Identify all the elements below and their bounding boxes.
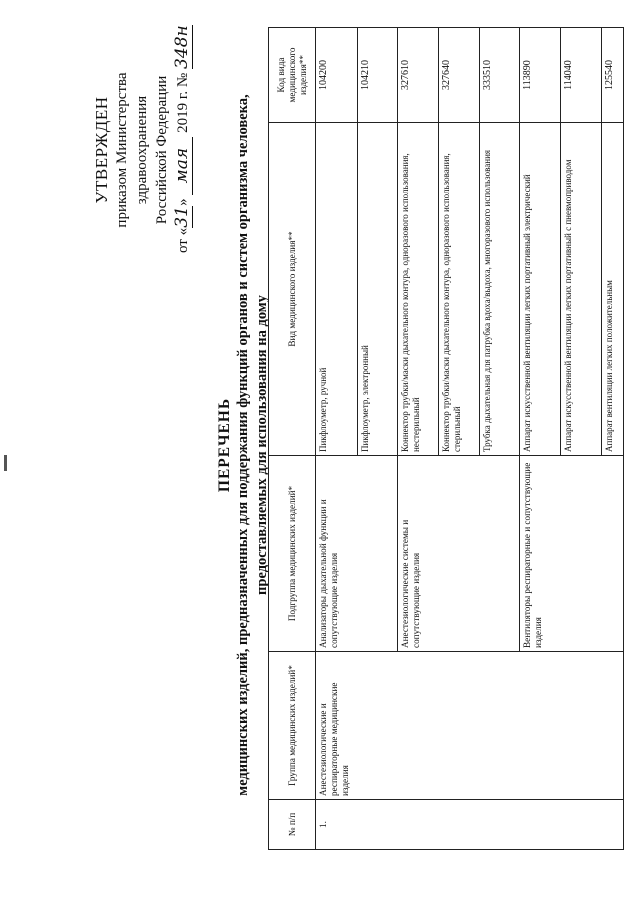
code-cell: 113890 xyxy=(520,28,561,123)
kind-cell: Аппарат вентиляции легких положительным xyxy=(602,123,624,456)
code-cell: 333510 xyxy=(480,28,520,123)
approval-line-1: приказом Министерства здравоохранения xyxy=(114,72,150,228)
date-quote-close: » xyxy=(175,198,191,206)
devices-table xyxy=(268,27,624,850)
date-year: 2019 г. № xyxy=(175,72,191,133)
handwritten-number: 348н xyxy=(172,25,192,69)
header-kind: Вид медицинского изделия** xyxy=(269,123,316,456)
code-cell: 327640 xyxy=(439,28,480,123)
kind-cell: Аппарат искусственной вентиляции легких портативный с пневмоприводом xyxy=(561,123,602,456)
kind-cell: Аппарат искусственной вентиляции легких портативный электрический xyxy=(520,123,561,456)
handwritten-day: 31 xyxy=(172,206,192,228)
document-title xyxy=(215,45,272,845)
header-group: Группа медицинских изделий* xyxy=(269,652,316,800)
date-prefix: от « xyxy=(175,227,191,253)
code-cell: 327610 xyxy=(398,28,439,123)
subgroup-cell: Анестезиологические системы и сопутствующие изделия xyxy=(398,456,520,652)
kind-cell: Коннектор трубки/маски дыхательного контура, одноразового использования, стерильный xyxy=(439,123,480,456)
table-header-row xyxy=(269,28,316,850)
title-heading: ПЕРЕЧЕНЬ xyxy=(216,397,233,493)
kind-cell: Пикфлоуметр, электронный xyxy=(358,123,398,456)
header-num: № п/п xyxy=(269,800,316,850)
row-number: 1. xyxy=(316,800,624,850)
scan-mark xyxy=(4,455,7,471)
title-line-2: предоставляемых для использования на дому xyxy=(254,295,270,595)
code-cell: 104210 xyxy=(358,28,398,123)
subgroup-cell: Вентиляторы респираторные и сопутствующие изделия xyxy=(520,456,624,652)
group-cell: Анестезиологические и респираторные медицинские изделия xyxy=(316,652,624,800)
approval-block xyxy=(92,25,193,255)
header-subgroup: Подгруппа медицинских изделий* xyxy=(269,456,316,652)
approval-stamp: УТВЕРЖДЕН xyxy=(92,96,111,204)
code-cell: 104200 xyxy=(316,28,358,123)
code-cell: 114040 xyxy=(561,28,602,123)
code-cell: 125540 xyxy=(602,28,624,123)
table-row xyxy=(316,28,358,850)
approval-line-2: Российской Федерации xyxy=(154,75,170,225)
kind-cell: Трубка дыхательная для патрубка вдоха/выдоха, многоразового использования xyxy=(480,123,520,456)
approval-date-line xyxy=(172,25,193,255)
handwritten-month: мая xyxy=(172,137,193,195)
kind-cell: Пикфлоуметр, ручной xyxy=(316,123,358,456)
kind-cell: Коннектор трубки/маски дыхательного контура, одноразового использования, нестерильный xyxy=(398,123,439,456)
header-code: Код вида медицинского изделия** xyxy=(269,28,316,123)
subgroup-cell: Анализаторы дыхательной функции и сопутствующие изделия xyxy=(316,456,398,652)
title-line-1: медицинских изделий, предназначенных для поддержания функций органов и систем организма человека, xyxy=(235,94,251,796)
